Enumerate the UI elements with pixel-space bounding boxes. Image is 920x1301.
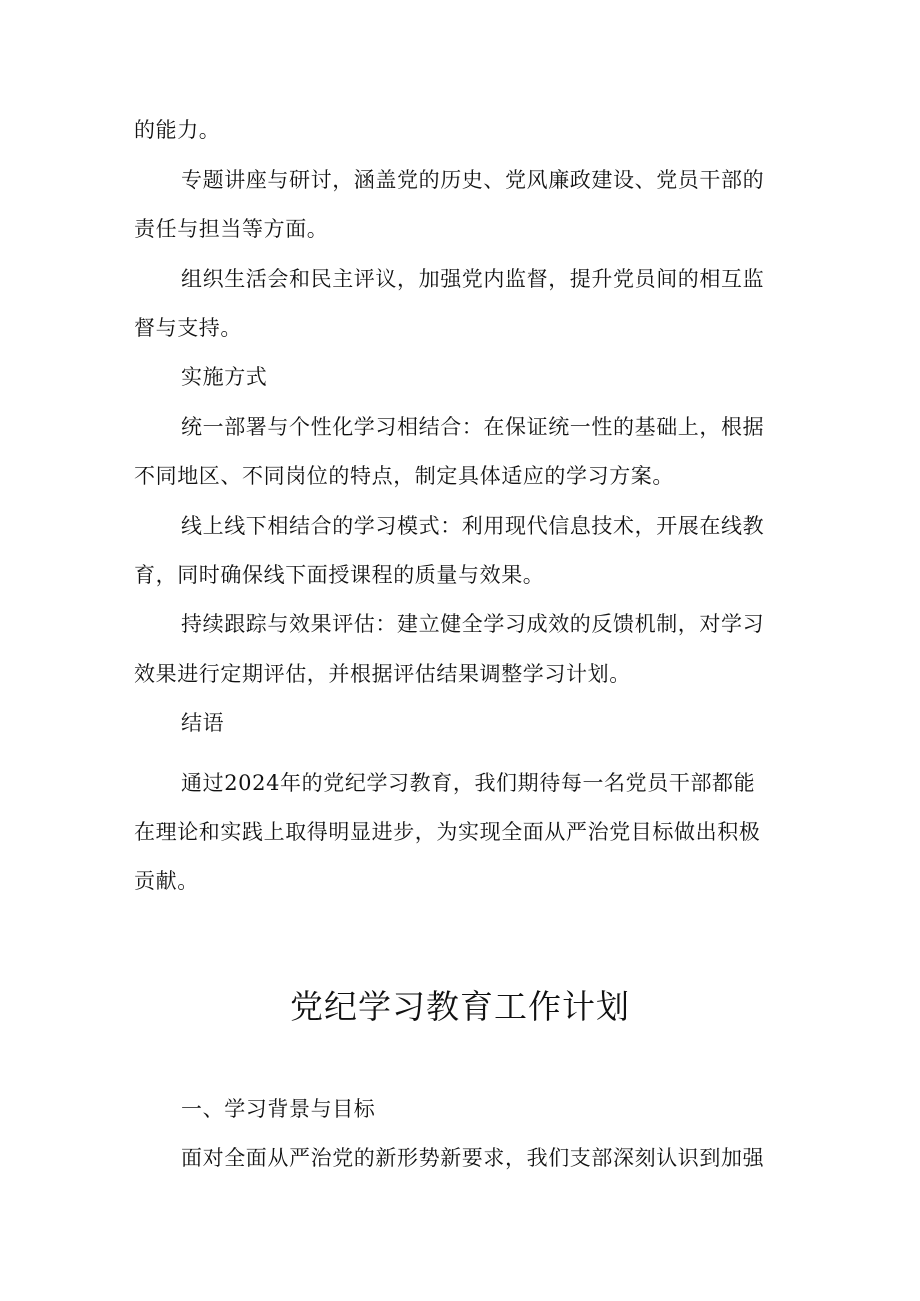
paragraph-line: 统一部署与个性化学习相结合：在保证统一性的基础上，根据: [181, 415, 765, 439]
section-subheading: 结语: [181, 711, 225, 735]
paragraph-line: 面对全面从严治党的新形势新要求，我们支部深刻认识到加强: [181, 1146, 765, 1170]
paragraph-line: 持续跟踪与效果评估：建立健全学习成效的反馈机制，对学习: [181, 612, 765, 636]
paragraph-line: 育，同时确保线下面授课程的质量与效果。: [134, 563, 545, 587]
paragraph-line: 的能力。: [134, 118, 221, 142]
paragraph-line: 线上线下相结合的学习模式：利用现代信息技术，开展在线教: [181, 514, 765, 538]
paragraph-line: 不同地区、不同岗位的特点，制定具体适应的学习方案。: [134, 464, 674, 488]
paragraph-line: 督与支持。: [134, 316, 242, 340]
section-heading: 一、学习背景与目标: [181, 1097, 376, 1121]
paragraph-line: 在理论和实践上取得明显进步，为实现全面从严治党目标做出积极: [134, 820, 761, 844]
document-title: 党纪学习教育工作计划: [290, 987, 630, 1026]
paragraph-line: 通过2024年的党纪学习教育，我们期待每一名党员干部都能: [181, 771, 756, 795]
paragraph-line: 责任与担当等方面。: [134, 217, 329, 241]
paragraph-line: 贡献。: [134, 869, 199, 893]
paragraph-line: 组织生活会和民主评议，加强党内监督，提升党员间的相互监: [181, 267, 765, 291]
paragraph-line: 专题讲座与研讨，涵盖党的历史、党风廉政建设、党员干部的: [181, 168, 765, 192]
paragraph-line: 效果进行定期评估，并根据评估结果调整学习计划。: [134, 662, 631, 686]
section-subheading: 实施方式: [181, 365, 268, 389]
